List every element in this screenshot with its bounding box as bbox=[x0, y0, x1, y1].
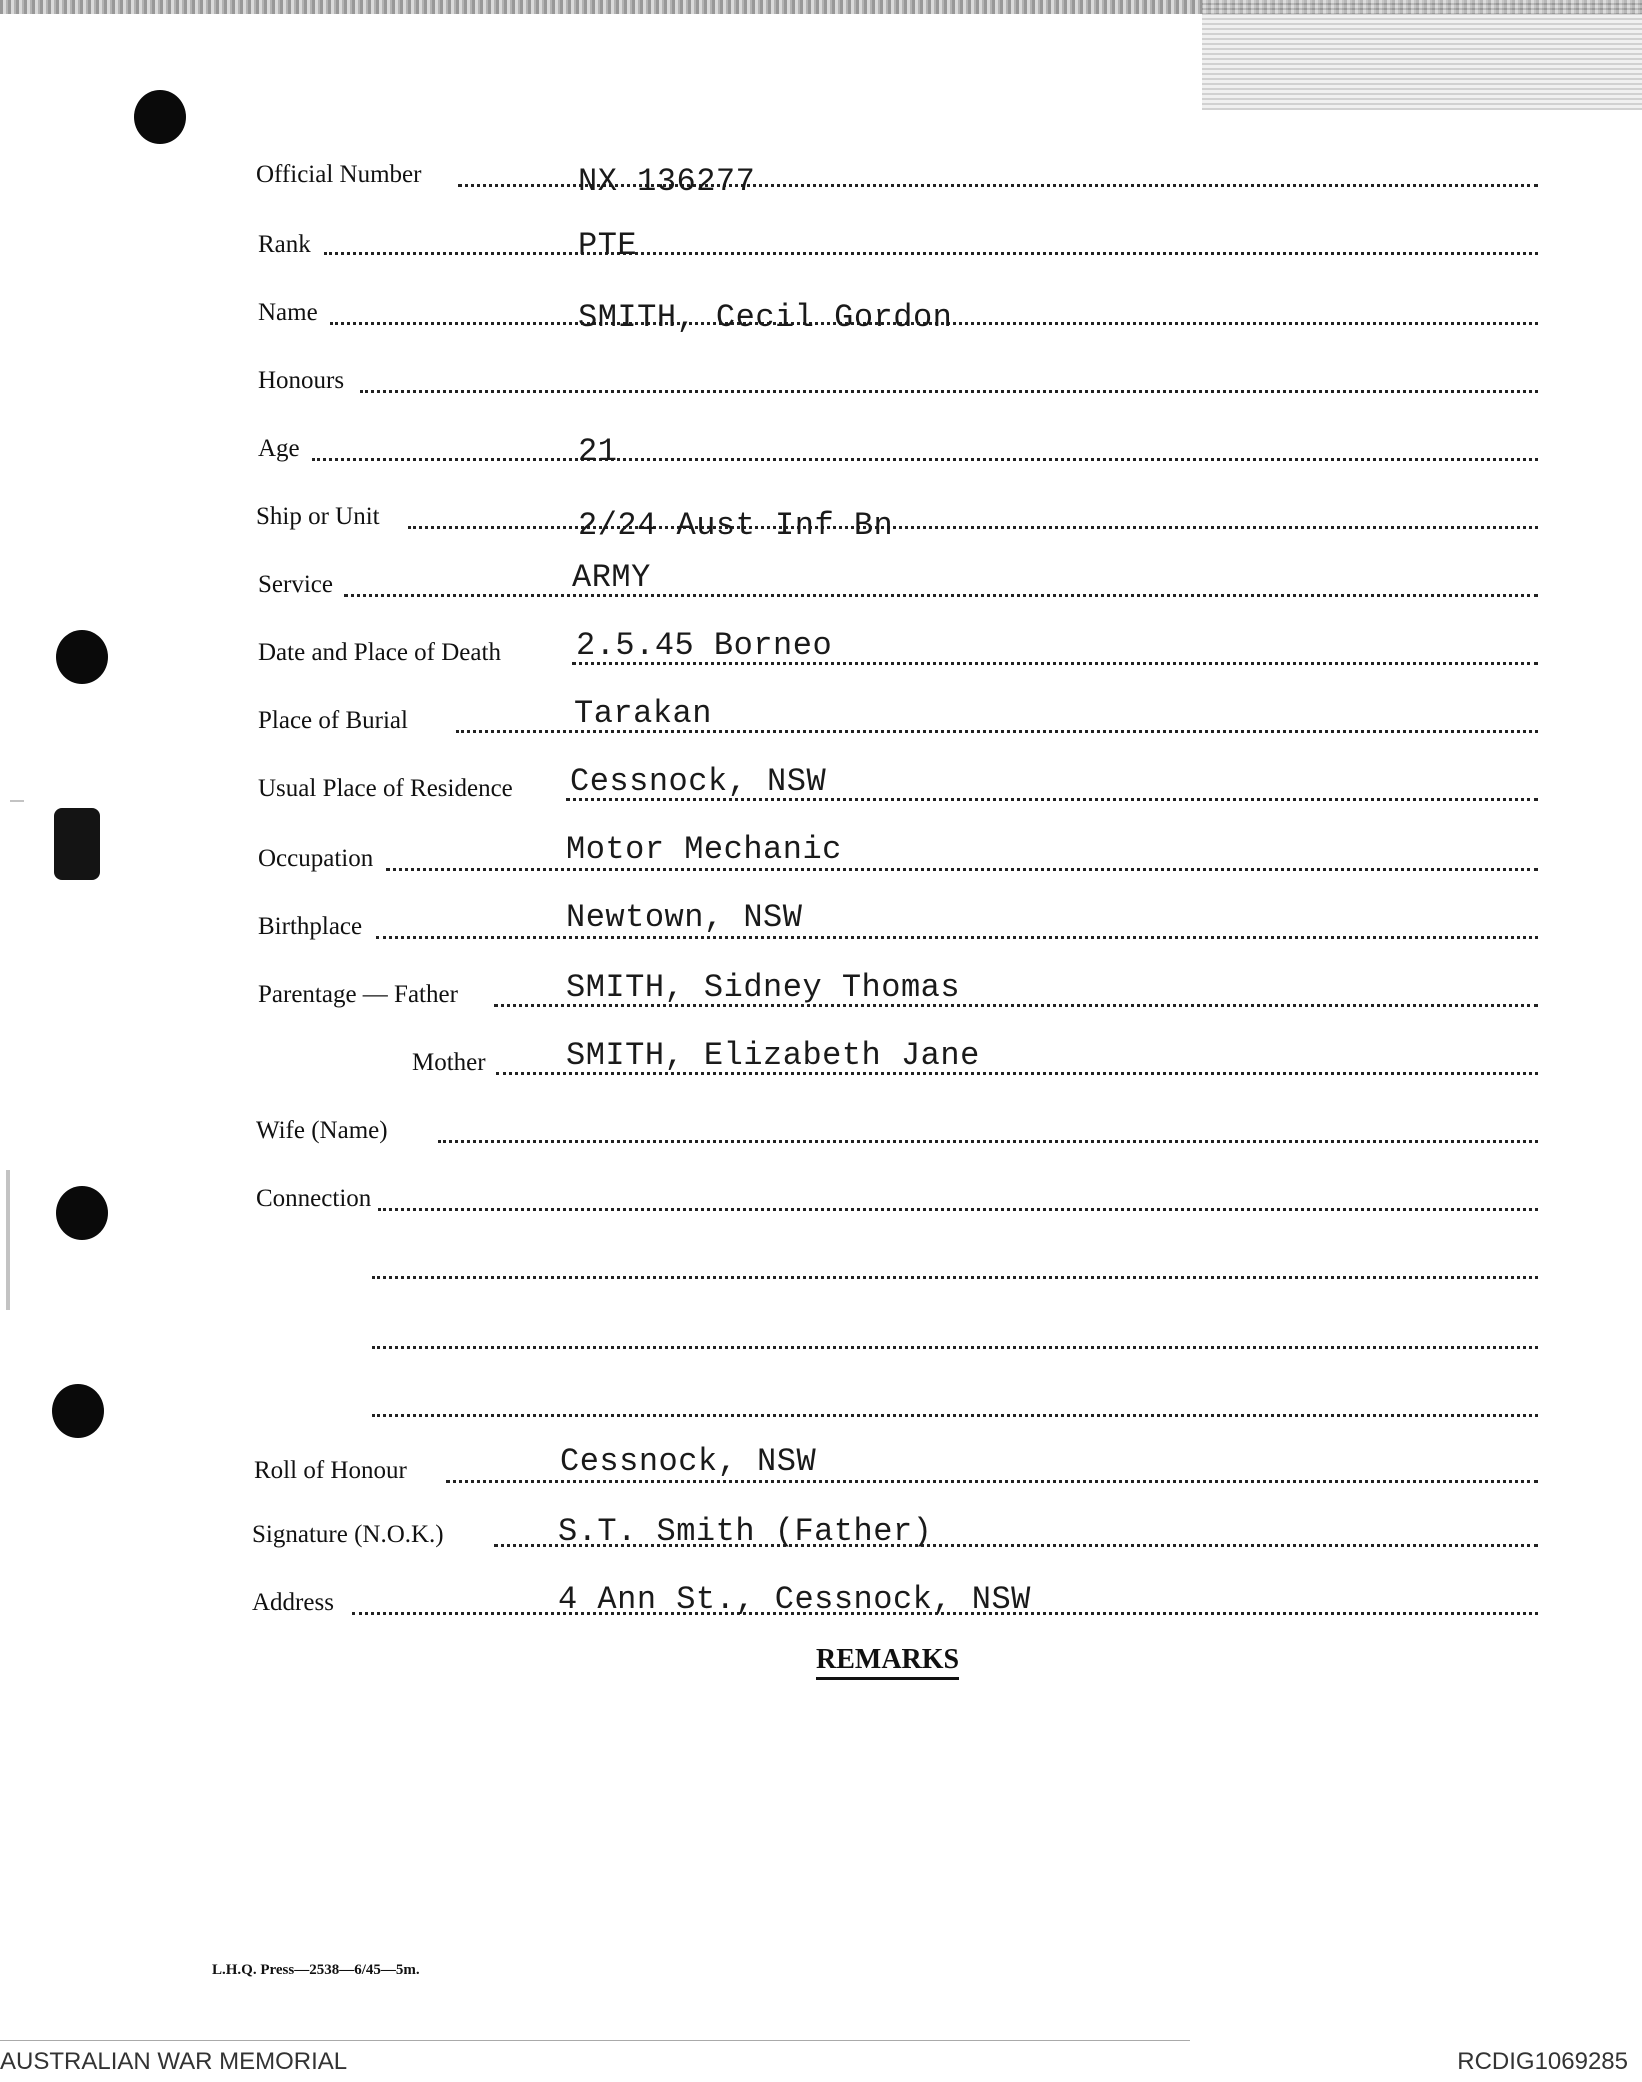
occupation-dotted-line bbox=[386, 868, 1538, 871]
roll-of-honour-dotted-line bbox=[446, 1480, 1538, 1483]
print-code: L.H.Q. Press—2538—6/45—5m. bbox=[212, 1962, 420, 1978]
mother-value: SMITH, Elizabeth Jane bbox=[566, 1037, 980, 1074]
wife-dotted-line bbox=[438, 1140, 1538, 1143]
bottom-rule bbox=[0, 2040, 1190, 2041]
remarks-heading: REMARKS bbox=[816, 1646, 959, 1680]
connection-dotted-line-3 bbox=[372, 1346, 1538, 1349]
place-of-burial-label: Place of Burial bbox=[258, 707, 408, 734]
birthplace-dotted-line bbox=[376, 936, 1538, 939]
service-dotted-line bbox=[344, 594, 1538, 597]
age-value: 21 bbox=[578, 433, 618, 470]
ship-or-unit-label: Ship or Unit bbox=[256, 503, 380, 530]
punch-hole-middle bbox=[54, 808, 100, 880]
footer-record-id: RCDIG1069285 bbox=[1457, 2048, 1628, 2075]
footer-archive-name: AUSTRALIAN WAR MEMORIAL bbox=[0, 2048, 348, 2075]
service-label: Service bbox=[258, 571, 333, 598]
roll-of-honour-value: Cessnock, NSW bbox=[560, 1443, 817, 1480]
honours-dotted-line bbox=[360, 390, 1538, 393]
address-value: 4 Ann St., Cessnock, NSW bbox=[558, 1581, 1031, 1618]
official-number-label: Official Number bbox=[256, 161, 422, 188]
rank-value: PTE bbox=[578, 227, 638, 264]
name-label: Name bbox=[258, 299, 318, 326]
place-of-burial-value: Tarakan bbox=[574, 695, 712, 732]
punch-hole-lower bbox=[56, 1186, 108, 1240]
occupation-label: Occupation bbox=[258, 845, 374, 872]
occupation-value: Motor Mechanic bbox=[566, 831, 842, 868]
connection-dotted-line bbox=[378, 1208, 1538, 1211]
roll-of-honour-label: Roll of Honour bbox=[254, 1457, 407, 1484]
usual-residence-label: Usual Place of Residence bbox=[258, 775, 513, 802]
connection-label: Connection bbox=[256, 1185, 372, 1212]
wife-label: Wife (Name) bbox=[256, 1117, 388, 1144]
punch-hole-bottom bbox=[52, 1384, 104, 1438]
connection-dotted-line-4 bbox=[372, 1414, 1538, 1417]
age-label: Age bbox=[258, 435, 300, 462]
scan-left-tick-mark bbox=[10, 800, 24, 802]
ship-or-unit-value: 2/24 Aust Inf Bn bbox=[578, 507, 894, 544]
father-label: Parentage — Father bbox=[258, 981, 458, 1008]
date-place-death-value: 2.5.45 Borneo bbox=[576, 627, 833, 664]
honours-label: Honours bbox=[258, 367, 345, 394]
official-number-value: NX 136277 bbox=[578, 163, 756, 200]
name-value: SMITH, Cecil Gordon bbox=[578, 299, 953, 336]
rank-label: Rank bbox=[258, 231, 311, 258]
father-value: SMITH, Sidney Thomas bbox=[566, 969, 961, 1006]
punch-hole-upper bbox=[56, 630, 108, 684]
age-dotted-line bbox=[312, 458, 1538, 461]
scan-top-right-smudge bbox=[1202, 0, 1642, 110]
usual-residence-value: Cessnock, NSW bbox=[570, 763, 827, 800]
punch-hole-top bbox=[134, 90, 186, 144]
connection-dotted-line-2 bbox=[372, 1276, 1538, 1279]
scan-left-edge-mark bbox=[6, 1170, 10, 1310]
date-place-death-label: Date and Place of Death bbox=[258, 639, 501, 666]
address-label: Address bbox=[252, 1589, 334, 1616]
service-value: ARMY bbox=[572, 559, 651, 596]
birthplace-value: Newtown, NSW bbox=[566, 899, 803, 936]
mother-label: Mother bbox=[412, 1049, 486, 1076]
birthplace-label: Birthplace bbox=[258, 913, 363, 940]
rank-dotted-line bbox=[324, 252, 1538, 255]
signature-value: S.T. Smith (Father) bbox=[558, 1513, 933, 1550]
signature-label: Signature (N.O.K.) bbox=[252, 1521, 444, 1548]
